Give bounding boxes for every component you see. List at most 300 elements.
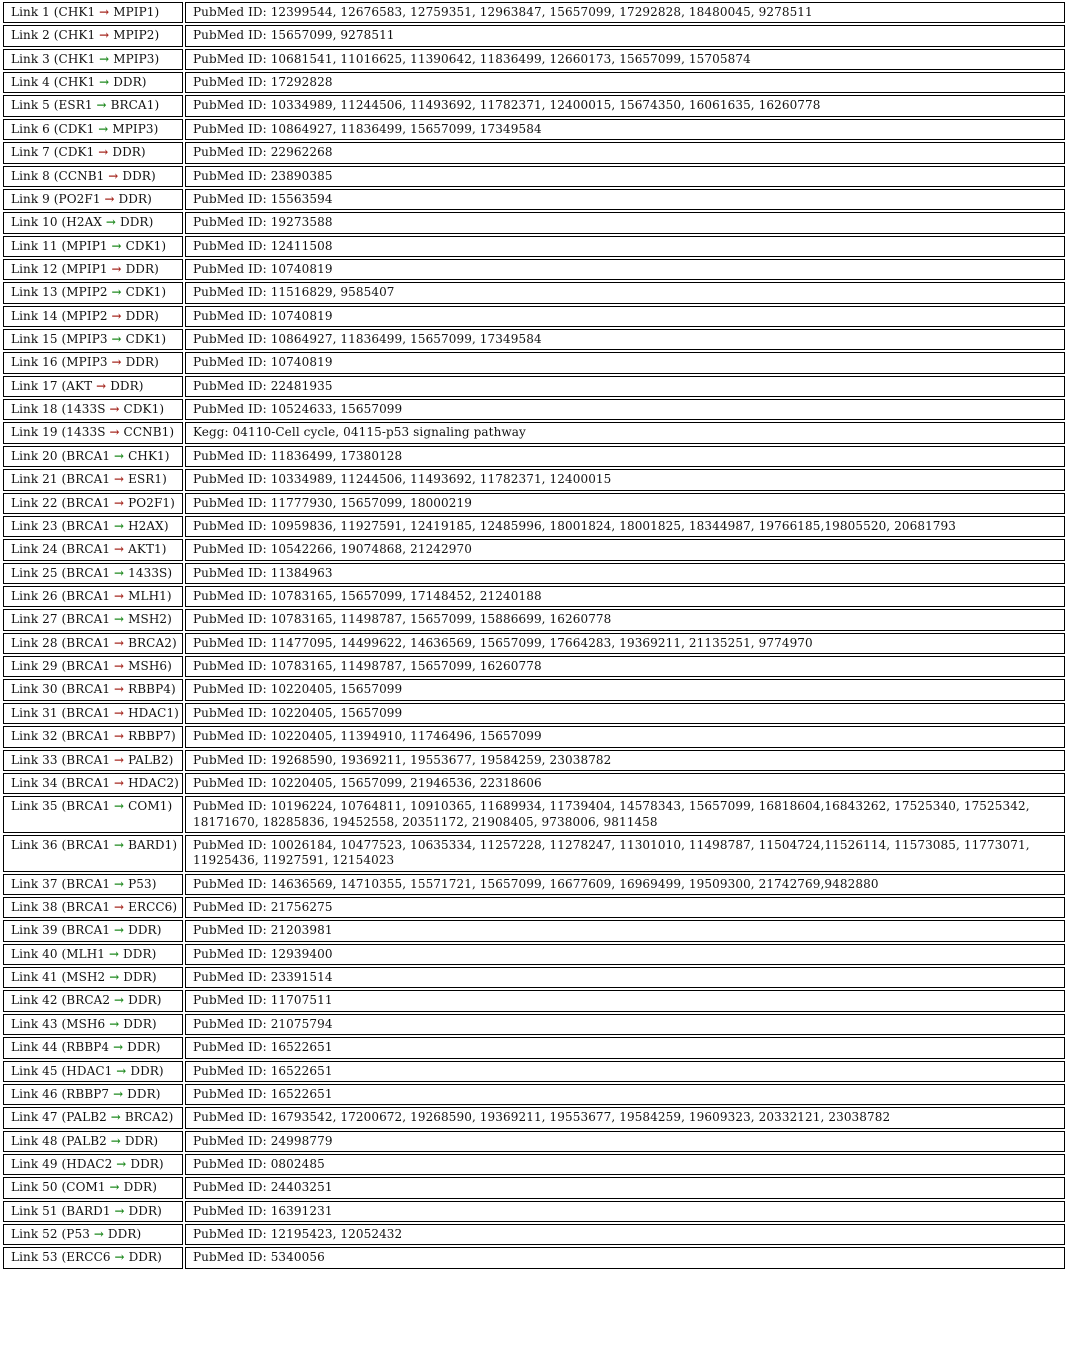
evidence-cell: PubMed ID: 19273588 <box>185 212 1065 233</box>
table-row <box>3 189 1065 210</box>
link-target: CDK1) <box>121 332 167 347</box>
right-arrow-icon: → <box>114 775 125 790</box>
right-arrow-icon: → <box>111 285 122 300</box>
evidence-cell: PubMed ID: 23890385 <box>185 166 1065 187</box>
link-label: Link 1 (CHK1 <box>11 5 100 19</box>
link-id-cell <box>3 2 183 23</box>
link-target: BRCA2) <box>120 1110 174 1125</box>
table-row <box>3 1154 1065 1175</box>
table-row <box>3 95 1065 116</box>
link-target: DDR) <box>121 261 159 276</box>
link-label: Link 10 (H2AX <box>11 215 106 230</box>
link-id-cell <box>3 773 183 794</box>
link-label: Link 47 (PALB2 <box>11 1110 111 1125</box>
table-row <box>3 726 1065 747</box>
evidence-cell: PubMed ID: 22481935 <box>185 376 1065 397</box>
evidence-cell: PubMed ID: 24998779 <box>185 1131 1065 1152</box>
table-row <box>3 1201 1065 1222</box>
link-id-cell <box>3 95 183 116</box>
right-arrow-icon: → <box>114 993 125 1008</box>
table-row <box>3 796 1065 833</box>
link-id-cell <box>3 399 183 420</box>
table-row <box>3 236 1065 257</box>
table-row <box>3 920 1065 941</box>
link-id-cell <box>3 516 183 537</box>
table-row <box>3 1131 1065 1152</box>
evidence-cell: PubMed ID: 11516829, 9585407 <box>185 282 1065 303</box>
link-id-cell <box>3 1014 183 1035</box>
table-row <box>3 493 1065 514</box>
table-row <box>3 212 1065 233</box>
evidence-cell: PubMed ID: 14636569, 14710355, 15571721, 15657099, 16677609, 16969499, 19509300, 21742769,9482880 <box>185 874 1065 895</box>
link-label: Link 6 (CDK1 <box>11 121 99 136</box>
right-arrow-icon: → <box>96 98 107 113</box>
right-arrow-icon: → <box>104 191 115 206</box>
evidence-cell: PubMed ID: 23391514 <box>185 967 1065 988</box>
link-target: BRCA2) <box>124 635 177 650</box>
table-row <box>3 469 1065 490</box>
link-id-cell <box>3 119 183 140</box>
link-label: Link 8 (CCNB1 <box>11 168 109 183</box>
link-id-cell <box>3 376 183 397</box>
right-arrow-icon: → <box>114 799 125 814</box>
right-arrow-icon: → <box>109 970 120 985</box>
evidence-cell: Kegg: 04110-Cell cycle, 04115-p53 signaling pathway <box>185 422 1065 443</box>
link-label: Link 43 (MSH6 <box>11 1016 110 1031</box>
evidence-cell: PubMed ID: 10026184, 10477523, 10635334, 11257228, 11278247, 11301010, 11498787, 11504724,11526114, 11573085, 11773071, 11925436, 11927591, 12154023 <box>185 835 1065 872</box>
link-label: Link 25 (BRCA1 <box>11 565 115 580</box>
table-row <box>3 967 1065 988</box>
right-arrow-icon: → <box>111 355 122 370</box>
link-id-cell <box>3 1247 183 1268</box>
link-id-cell <box>3 352 183 373</box>
link-target: MPIP2) <box>109 28 160 43</box>
link-target: DDR) <box>114 191 152 206</box>
table-row <box>3 166 1065 187</box>
evidence-cell: PubMed ID: 10740819 <box>185 352 1065 373</box>
table-row <box>3 679 1065 700</box>
table-row <box>3 874 1065 895</box>
right-arrow-icon: → <box>114 876 125 891</box>
evidence-cell: PubMed ID: 24403251 <box>185 1177 1065 1198</box>
link-target: MPIP3) <box>108 121 159 136</box>
link-id-cell <box>3 726 183 747</box>
link-label: Link 26 (BRCA1 <box>11 588 115 603</box>
link-id-cell <box>3 469 183 490</box>
evidence-cell: PubMed ID: 12195423, 12052432 <box>185 1224 1065 1245</box>
evidence-cell: PubMed ID: 10220405, 15657099, 21946536, 22318606 <box>185 773 1065 794</box>
link-id-cell <box>3 703 183 724</box>
table-row <box>3 609 1065 630</box>
link-target: CDK1) <box>119 402 165 417</box>
right-arrow-icon: → <box>108 168 119 183</box>
link-id-cell <box>3 282 183 303</box>
link-label: Link 16 (MPIP3 <box>11 355 112 370</box>
table-row <box>3 990 1065 1011</box>
evidence-cell: PubMed ID: 10740819 <box>185 306 1065 327</box>
link-target: BRCA1) <box>106 98 160 113</box>
link-id-cell <box>3 189 183 210</box>
link-label: Link 36 (BRCA1 <box>11 837 115 852</box>
link-label: Link 42 (BRCA2 <box>11 993 115 1008</box>
link-id-cell <box>3 1201 183 1222</box>
table-row <box>3 1177 1065 1198</box>
right-arrow-icon: → <box>98 121 109 136</box>
evidence-cell: PubMed ID: 0802485 <box>185 1154 1065 1175</box>
link-id-cell <box>3 1154 183 1175</box>
evidence-cell: PubMed ID: 10220405, 15657099 <box>185 703 1065 724</box>
link-target: MSH2) <box>124 612 172 627</box>
link-target: DDR) <box>124 923 162 938</box>
right-arrow-icon: → <box>110 1110 121 1125</box>
link-label: Link 29 (BRCA1 <box>11 659 115 674</box>
link-label: Link 5 (ESR1 <box>11 98 97 113</box>
table-row <box>3 656 1065 677</box>
right-arrow-icon: → <box>99 75 110 90</box>
link-target: PO2F1) <box>124 495 175 510</box>
link-target: 1433S) <box>124 565 173 580</box>
link-target: P53) <box>124 876 157 891</box>
link-target: ESR1) <box>124 472 167 487</box>
link-label: Link 44 (RBBP4 <box>11 1040 114 1055</box>
link-label: Link 21 (BRCA1 <box>11 472 115 487</box>
link-target: DDR) <box>123 1086 161 1101</box>
link-target: DDR) <box>120 1133 159 1148</box>
link-target: DDR) <box>118 168 156 183</box>
table-row <box>3 516 1065 537</box>
evidence-cell: PubMed ID: 11777930, 15657099, 18000219 <box>185 493 1065 514</box>
right-arrow-icon: → <box>114 837 125 852</box>
link-target: HDAC2) <box>124 775 179 790</box>
right-arrow-icon: → <box>114 448 125 463</box>
link-target: CDK1) <box>121 238 167 253</box>
link-id-cell <box>3 967 183 988</box>
link-label: Link 33 (BRCA1 <box>11 752 115 767</box>
evidence-cell: PubMed ID: 10959836, 11927591, 12419185, 12485996, 18001824, 18001825, 18344987, 19766185,19805520, 20681793 <box>185 516 1065 537</box>
link-label: Link 37 (BRCA1 <box>11 876 115 891</box>
link-id-cell <box>3 539 183 560</box>
evidence-cell: PubMed ID: 5340056 <box>185 1247 1065 1268</box>
table-row <box>3 1037 1065 1058</box>
link-label: Link 52 (P53 <box>11 1227 94 1242</box>
link-target: BARD1) <box>124 837 178 852</box>
right-arrow-icon: → <box>109 425 120 440</box>
link-label: Link 12 (MPIP1 <box>11 261 112 276</box>
link-label: Link 22 (BRCA1 <box>11 495 115 510</box>
link-id-cell <box>3 1037 183 1058</box>
link-label: Link 35 (BRCA1 <box>11 799 115 814</box>
link-target: DDR) <box>108 145 146 160</box>
table-row <box>3 142 1065 163</box>
right-arrow-icon: → <box>114 588 125 603</box>
link-label: Link 2 (CHK1 <box>11 28 100 43</box>
link-id-cell <box>3 944 183 965</box>
table-row <box>3 25 1065 46</box>
link-label: Link 3 (CHK1 <box>11 51 100 66</box>
link-label: Link 41 (MSH2 <box>11 970 110 985</box>
link-target: HDAC1) <box>124 705 179 720</box>
table-row <box>3 49 1065 70</box>
link-target: DDR) <box>119 1016 157 1031</box>
link-target: DDR) <box>123 1040 161 1055</box>
evidence-cell: PubMed ID: 16522651 <box>185 1084 1065 1105</box>
evidence-cell: PubMed ID: 10783165, 15657099, 17148452, 21240188 <box>185 586 1065 607</box>
right-arrow-icon: → <box>111 308 122 323</box>
link-target: DDR) <box>126 1063 164 1078</box>
table-row <box>3 72 1065 93</box>
link-target: DDR) <box>124 1203 162 1218</box>
link-label: Link 38 (BRCA1 <box>11 900 115 915</box>
link-id-cell <box>3 920 183 941</box>
link-target: CCNB1) <box>119 425 175 440</box>
link-id-cell <box>3 493 183 514</box>
evidence-cell: PubMed ID: 11477095, 14499622, 14636569, 15657099, 17664283, 19369211, 21135251, 9774970 <box>185 633 1065 654</box>
right-arrow-icon: → <box>105 215 117 230</box>
evidence-cell: PubMed ID: 10864927, 11836499, 15657099, 17349584 <box>185 119 1065 140</box>
link-label: Link 45 (HDAC1 <box>11 1063 117 1078</box>
link-target: DDR) <box>116 215 154 230</box>
link-target: MPIP3) <box>109 51 160 66</box>
right-arrow-icon: → <box>114 495 125 510</box>
link-id-cell <box>3 259 183 280</box>
evidence-cell: PubMed ID: 10542266, 19074868, 21242970 <box>185 539 1065 560</box>
right-arrow-icon: → <box>99 28 110 43</box>
table-row <box>3 835 1065 872</box>
evidence-cell: PubMed ID: 10334989, 11244506, 11493692, 11782371, 12400015 <box>185 469 1065 490</box>
table-row <box>3 422 1065 443</box>
link-id-cell <box>3 1224 183 1245</box>
table-row <box>3 259 1065 280</box>
right-arrow-icon: → <box>99 51 110 66</box>
right-arrow-icon: → <box>111 261 122 276</box>
link-label: Link 30 (BRCA1 <box>11 682 115 697</box>
link-label: Link 48 (PALB2 <box>11 1133 111 1148</box>
link-target: H2AX) <box>124 518 169 533</box>
evidence-cell: PubMed ID: 15657099, 9278511 <box>185 25 1065 46</box>
link-target: MSH6) <box>124 659 172 674</box>
link-label: Link 14 (MPIP2 <box>11 308 112 323</box>
evidence-cell: PubMed ID: 10220405, 11394910, 11746496, 15657099 <box>185 726 1065 747</box>
link-target: PALB2) <box>124 752 174 767</box>
link-label: Link 53 (ERCC6 <box>11 1250 115 1265</box>
link-label: Link 7 (CDK1 <box>11 145 99 160</box>
table-row <box>3 1107 1065 1128</box>
table-row <box>3 376 1065 397</box>
evidence-cell: PubMed ID: 12939400 <box>185 944 1065 965</box>
table-row <box>3 539 1065 560</box>
right-arrow-icon: → <box>111 238 122 253</box>
right-arrow-icon: → <box>114 705 125 720</box>
link-id-cell <box>3 1061 183 1082</box>
link-target: DDR) <box>119 946 157 961</box>
evidence-cell: PubMed ID: 10864927, 11836499, 15657099, 17349584 <box>185 329 1065 350</box>
link-target: AKT1) <box>124 542 167 557</box>
link-id-cell <box>3 166 183 187</box>
link-id-cell <box>3 329 183 350</box>
link-id-cell <box>3 990 183 1011</box>
link-label: Link 18 (1433S <box>11 402 110 417</box>
link-label: Link 28 (BRCA1 <box>11 635 115 650</box>
right-arrow-icon: → <box>96 378 107 393</box>
table-row <box>3 119 1065 140</box>
right-arrow-icon: → <box>114 659 125 674</box>
right-arrow-icon: → <box>114 923 125 938</box>
right-arrow-icon: → <box>99 5 110 19</box>
link-target: COM1) <box>124 799 173 814</box>
table-row <box>3 897 1065 918</box>
link-id-cell <box>3 306 183 327</box>
right-arrow-icon: → <box>114 472 125 487</box>
links-evidence-table <box>1 0 1067 1271</box>
link-label: Link 50 (COM1 <box>11 1180 110 1195</box>
evidence-cell: PubMed ID: 11707511 <box>185 990 1065 1011</box>
link-target: RBBP7) <box>124 729 176 744</box>
link-target: MPIP1) <box>109 5 160 19</box>
link-label: Link 27 (BRCA1 <box>11 612 115 627</box>
evidence-cell: PubMed ID: 10783165, 11498787, 15657099, 16260778 <box>185 656 1065 677</box>
evidence-cell: PubMed ID: 16793542, 17200672, 19268590, 19369211, 19553677, 19584259, 19609323, 20332121, 23038782 <box>185 1107 1065 1128</box>
link-id-cell <box>3 679 183 700</box>
evidence-cell: PubMed ID: 10740819 <box>185 259 1065 280</box>
link-id-cell <box>3 656 183 677</box>
evidence-cell: PubMed ID: 11384963 <box>185 563 1065 584</box>
link-label: Link 20 (BRCA1 <box>11 448 115 463</box>
table-row <box>3 1247 1065 1268</box>
link-target: DDR) <box>104 1227 142 1242</box>
link-target: DDR) <box>124 993 162 1008</box>
link-id-cell <box>3 897 183 918</box>
evidence-cell: PubMed ID: 16522651 <box>185 1061 1065 1082</box>
table-row <box>3 1014 1065 1035</box>
link-id-cell <box>3 750 183 771</box>
link-label: Link 4 (CHK1 <box>11 75 100 90</box>
link-id-cell <box>3 563 183 584</box>
links-table-body <box>3 2 1065 1269</box>
right-arrow-icon: → <box>98 145 109 160</box>
link-target: DDR) <box>119 1180 157 1195</box>
table-row <box>3 1061 1065 1082</box>
link-id-cell <box>3 142 183 163</box>
table-row <box>3 399 1065 420</box>
link-id-cell <box>3 422 183 443</box>
table-row <box>3 773 1065 794</box>
evidence-cell: PubMed ID: 15563594 <box>185 189 1065 210</box>
link-id-cell <box>3 586 183 607</box>
table-row <box>3 563 1065 584</box>
right-arrow-icon: → <box>114 518 125 533</box>
right-arrow-icon: → <box>114 900 125 915</box>
right-arrow-icon: → <box>109 402 120 417</box>
right-arrow-icon: → <box>114 752 125 767</box>
link-label: Link 51 (BARD1 <box>11 1203 115 1218</box>
right-arrow-icon: → <box>114 542 125 557</box>
link-target: CHK1) <box>124 448 170 463</box>
link-label: Link 31 (BRCA1 <box>11 705 115 720</box>
evidence-cell: PubMed ID: 22962268 <box>185 142 1065 163</box>
table-row <box>3 750 1065 771</box>
evidence-cell: PubMed ID: 10681541, 11016625, 11390642, 11836499, 12660173, 15657099, 15705874 <box>185 49 1065 70</box>
evidence-cell: PubMed ID: 17292828 <box>185 72 1065 93</box>
table-row <box>3 352 1065 373</box>
link-id-cell <box>3 874 183 895</box>
evidence-cell: PubMed ID: 16522651 <box>185 1037 1065 1058</box>
link-label: Link 49 (HDAC2 <box>11 1156 117 1171</box>
table-row <box>3 944 1065 965</box>
right-arrow-icon: → <box>111 332 122 347</box>
right-arrow-icon: → <box>116 1156 127 1171</box>
right-arrow-icon: → <box>114 1250 125 1265</box>
table-row <box>3 2 1065 23</box>
link-target: DDR) <box>124 1250 162 1265</box>
table-row <box>3 329 1065 350</box>
right-arrow-icon: → <box>109 1180 120 1195</box>
evidence-cell: PubMed ID: 21203981 <box>185 920 1065 941</box>
link-id-cell <box>3 633 183 654</box>
right-arrow-icon: → <box>114 635 125 650</box>
right-arrow-icon: → <box>93 1227 105 1242</box>
right-arrow-icon: → <box>113 1040 124 1055</box>
table-row <box>3 1224 1065 1245</box>
link-label: Link 9 (PO2F1 <box>11 191 105 206</box>
link-label: Link 46 (RBBP7 <box>11 1086 114 1101</box>
link-id-cell <box>3 1177 183 1198</box>
evidence-cell: PubMed ID: 16391231 <box>185 1201 1065 1222</box>
evidence-cell: PubMed ID: 21075794 <box>185 1014 1065 1035</box>
evidence-cell: PubMed ID: 10334989, 11244506, 11493692, 11782371, 12400015, 15674350, 16061635, 16260778 <box>185 95 1065 116</box>
link-id-cell <box>3 835 183 872</box>
link-target: DDR) <box>126 1156 164 1171</box>
link-label: Link 34 (BRCA1 <box>11 775 115 790</box>
link-label: Link 19 (1433S <box>11 425 110 440</box>
link-target: CDK1) <box>121 285 167 300</box>
link-label: Link 11 (MPIP1 <box>11 238 112 253</box>
link-label: Link 39 (BRCA1 <box>11 923 115 938</box>
right-arrow-icon: → <box>113 1086 124 1101</box>
evidence-cell: PubMed ID: 11836499, 17380128 <box>185 446 1065 467</box>
right-arrow-icon: → <box>110 1133 121 1148</box>
right-arrow-icon: → <box>114 565 125 580</box>
link-id-cell <box>3 72 183 93</box>
table-row <box>3 282 1065 303</box>
link-id-cell <box>3 446 183 467</box>
right-arrow-icon: → <box>114 1203 125 1218</box>
evidence-cell: PubMed ID: 10220405, 15657099 <box>185 679 1065 700</box>
table-row <box>3 446 1065 467</box>
right-arrow-icon: → <box>109 1016 120 1031</box>
evidence-cell: PubMed ID: 12399544, 12676583, 12759351, 12963847, 15657099, 17292828, 18480045, 9278511 <box>185 2 1065 23</box>
link-id-cell <box>3 212 183 233</box>
evidence-cell: PubMed ID: 19268590, 19369211, 19553677, 19584259, 23038782 <box>185 750 1065 771</box>
link-id-cell <box>3 25 183 46</box>
link-label: Link 13 (MPIP2 <box>11 285 112 300</box>
table-row <box>3 1084 1065 1105</box>
link-target: ERCC6) <box>124 900 178 915</box>
link-target: DDR) <box>119 970 157 985</box>
link-id-cell <box>3 609 183 630</box>
table-row <box>3 703 1065 724</box>
link-id-cell <box>3 1084 183 1105</box>
right-arrow-icon: → <box>114 729 125 744</box>
link-label: Link 32 (BRCA1 <box>11 729 115 744</box>
evidence-cell: PubMed ID: 10783165, 11498787, 15657099, 15886699, 16260778 <box>185 609 1065 630</box>
table-row <box>3 633 1065 654</box>
link-id-cell <box>3 49 183 70</box>
right-arrow-icon: → <box>114 612 125 627</box>
link-label: Link 24 (BRCA1 <box>11 542 115 557</box>
evidence-cell: PubMed ID: 21756275 <box>185 897 1065 918</box>
link-target: DDR) <box>121 355 159 370</box>
link-target: DDR) <box>109 75 147 90</box>
